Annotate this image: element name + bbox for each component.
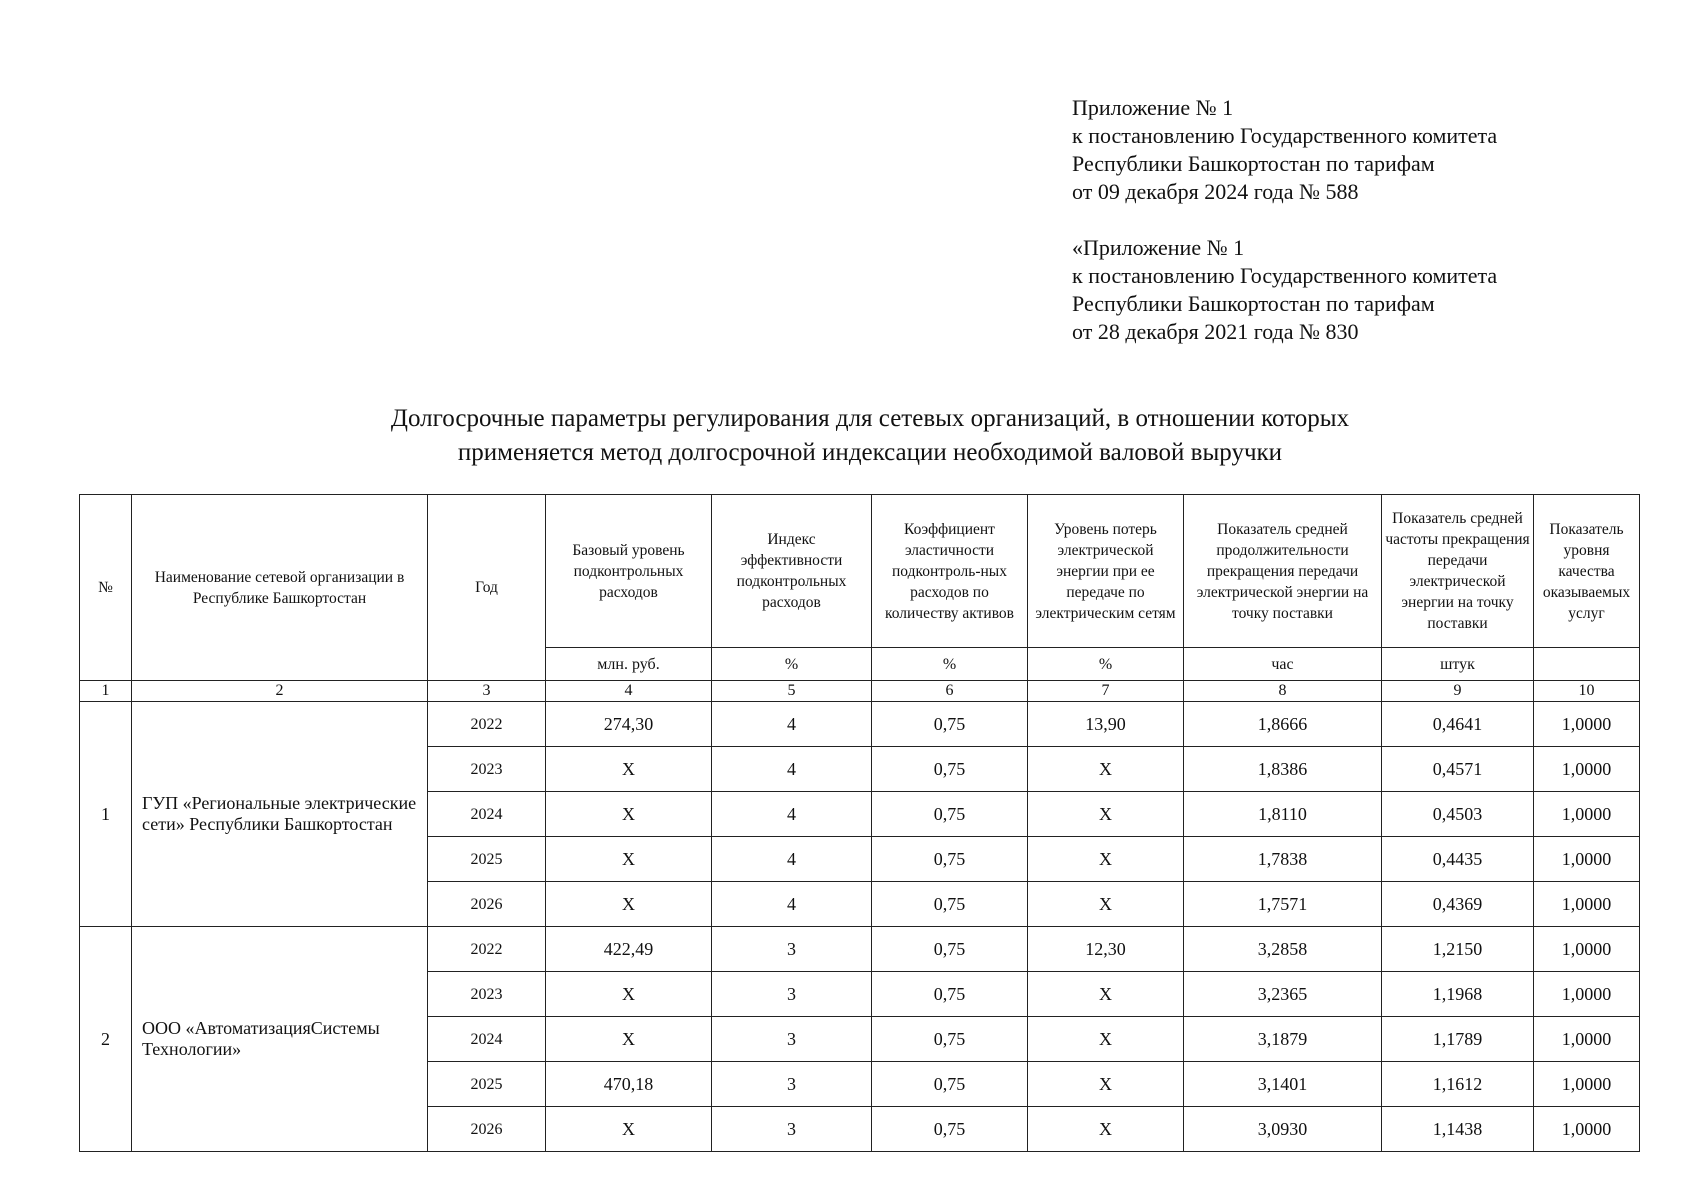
loss-cell: X: [1028, 792, 1184, 837]
dur-cell: 3,1401: [1184, 1062, 1382, 1107]
column-number: 2: [132, 681, 428, 702]
elast-cell: 0,75: [872, 1017, 1028, 1062]
annex-original-line: к постановлению Государственного комитета: [1072, 263, 1498, 288]
dur-cell: 1,7838: [1184, 837, 1382, 882]
loss-cell: X: [1028, 747, 1184, 792]
eff-cell: 3: [712, 1017, 872, 1062]
document-title: [160, 402, 1580, 470]
year-cell: 2022: [428, 927, 546, 972]
qual-cell: 1,0000: [1534, 1062, 1640, 1107]
elast-cell: 0,75: [872, 702, 1028, 747]
qual-cell: 1,0000: [1534, 1107, 1640, 1152]
annex-original-line: Республики Башкортостан по тарифам: [1072, 291, 1435, 316]
column-number: 1: [80, 681, 132, 702]
freq-cell: 1,1438: [1382, 1107, 1534, 1152]
header-dur: Показатель средней продолжительности прекращения передачи электрической энергии на точку поставки: [1184, 495, 1382, 648]
elast-cell: 0,75: [872, 882, 1028, 927]
freq-cell: 0,4571: [1382, 747, 1534, 792]
elast-cell: 0,75: [872, 1107, 1028, 1152]
elast-cell: 0,75: [872, 927, 1028, 972]
year-cell: 2023: [428, 972, 546, 1017]
header-row: [80, 495, 1640, 648]
freq-cell: 1,1968: [1382, 972, 1534, 1017]
header-org: Наименование сетевой организации в Республике Башкортостан: [132, 495, 428, 681]
column-number: 9: [1382, 681, 1534, 702]
table-row: [80, 927, 1640, 972]
qual-cell: 1,0000: [1534, 702, 1640, 747]
unit-loss: %: [1028, 648, 1184, 681]
eff-cell: 3: [712, 1062, 872, 1107]
column-number: 10: [1534, 681, 1640, 702]
qual-cell: 1,0000: [1534, 1017, 1640, 1062]
loss-cell: 12,30: [1028, 927, 1184, 972]
header-freq: Показатель средней частоты прекращения передачи электрической энергии на точку поставки: [1382, 495, 1534, 648]
unit-base: млн. руб.: [546, 648, 712, 681]
base-cell: X: [546, 882, 712, 927]
unit-freq: штук: [1382, 648, 1534, 681]
base-cell: X: [546, 747, 712, 792]
header-loss: Уровень потерь электрической энергии при ее передаче по электрическим сетям: [1028, 495, 1184, 648]
eff-cell: 4: [712, 702, 872, 747]
year-cell: 2026: [428, 882, 546, 927]
column-number: 6: [872, 681, 1028, 702]
header-eff: Индекс эффективности подконтрольных расходов: [712, 495, 872, 648]
eff-cell: 4: [712, 882, 872, 927]
year-cell: 2026: [428, 1107, 546, 1152]
freq-cell: 0,4641: [1382, 702, 1534, 747]
freq-cell: 1,1789: [1382, 1017, 1534, 1062]
year-cell: 2025: [428, 837, 546, 882]
year-cell: 2023: [428, 747, 546, 792]
org-number-cell: 1: [80, 702, 132, 927]
loss-cell: X: [1028, 1062, 1184, 1107]
title-line: применяется метод долгосрочной индексации необходимой валовой выручки: [457, 439, 1283, 466]
title-line: Долгосрочные параметры регулирования для сетевых организаций, в отношении которых: [390, 405, 1350, 432]
dur-cell: 1,8386: [1184, 747, 1382, 792]
base-cell: 470,18: [546, 1062, 712, 1107]
qual-cell: 1,0000: [1534, 747, 1640, 792]
qual-cell: 1,0000: [1534, 882, 1640, 927]
unit-elast: %: [872, 648, 1028, 681]
loss-cell: X: [1028, 1107, 1184, 1152]
org-name-cell: ООО «АвтоматизацияСистемы Технологии»: [132, 927, 428, 1152]
header-elast: Коэффициент эластичности подконтроль-ных расходов по количеству активов: [872, 495, 1028, 648]
eff-cell: 4: [712, 792, 872, 837]
base-cell: X: [546, 792, 712, 837]
elast-cell: 0,75: [872, 837, 1028, 882]
freq-cell: 0,4435: [1382, 837, 1534, 882]
annex-original-block: [1072, 234, 1497, 346]
header-year: Год: [428, 495, 546, 681]
qual-cell: 1,0000: [1534, 927, 1640, 972]
elast-cell: 0,75: [872, 1062, 1028, 1107]
loss-cell: X: [1028, 1017, 1184, 1062]
dur-cell: 3,2858: [1184, 927, 1382, 972]
unit-qual: [1534, 648, 1640, 681]
header-base: Базовый уровень подконтрольных расходов: [546, 495, 712, 648]
eff-cell: 4: [712, 837, 872, 882]
dur-cell: 3,1879: [1184, 1017, 1382, 1062]
qual-cell: 1,0000: [1534, 972, 1640, 1017]
column-number-row: [80, 681, 1640, 702]
annex-current-line: Приложение № 1: [1072, 95, 1234, 120]
base-cell: X: [546, 1107, 712, 1152]
elast-cell: 0,75: [872, 792, 1028, 837]
base-cell: X: [546, 1017, 712, 1062]
eff-cell: 3: [712, 972, 872, 1017]
year-cell: 2024: [428, 792, 546, 837]
dur-cell: 1,7571: [1184, 882, 1382, 927]
annex-current-line: к постановлению Государственного комитета: [1072, 123, 1498, 148]
column-number: 5: [712, 681, 872, 702]
header-no: №: [80, 495, 132, 681]
annex-current-line: Республики Башкортостан по тарифам: [1072, 151, 1435, 176]
parameters-table: [79, 494, 1640, 1152]
loss-cell: X: [1028, 882, 1184, 927]
elast-cell: 0,75: [872, 972, 1028, 1017]
annex-current-block: [1072, 94, 1497, 206]
elast-cell: 0,75: [872, 747, 1028, 792]
column-number: 4: [546, 681, 712, 702]
org-number-cell: 2: [80, 927, 132, 1152]
column-number: 8: [1184, 681, 1382, 702]
year-cell: 2024: [428, 1017, 546, 1062]
freq-cell: 0,4503: [1382, 792, 1534, 837]
loss-cell: 13,90: [1028, 702, 1184, 747]
year-cell: 2022: [428, 702, 546, 747]
base-cell: 274,30: [546, 702, 712, 747]
dur-cell: 3,0930: [1184, 1107, 1382, 1152]
table-row: [80, 702, 1640, 747]
dur-cell: 1,8666: [1184, 702, 1382, 747]
base-cell: X: [546, 972, 712, 1017]
dur-cell: 3,2365: [1184, 972, 1382, 1017]
qual-cell: 1,0000: [1534, 792, 1640, 837]
header-qual: Показатель уровня качества оказываемых услуг: [1534, 495, 1640, 648]
eff-cell: 4: [712, 747, 872, 792]
eff-cell: 3: [712, 927, 872, 972]
annex-original-line: от 28 декабря 2021 года № 830: [1072, 319, 1359, 344]
eff-cell: 3: [712, 1107, 872, 1152]
base-cell: 422,49: [546, 927, 712, 972]
base-cell: X: [546, 837, 712, 882]
column-number: 3: [428, 681, 546, 702]
annex-current-line: от 09 декабря 2024 года № 588: [1072, 179, 1359, 204]
dur-cell: 1,8110: [1184, 792, 1382, 837]
loss-cell: X: [1028, 972, 1184, 1017]
qual-cell: 1,0000: [1534, 837, 1640, 882]
column-number: 7: [1028, 681, 1184, 702]
year-cell: 2025: [428, 1062, 546, 1107]
unit-eff: %: [712, 648, 872, 681]
annex-original-line: «Приложение № 1: [1072, 235, 1245, 260]
unit-dur: час: [1184, 648, 1382, 681]
freq-cell: 1,2150: [1382, 927, 1534, 972]
loss-cell: X: [1028, 837, 1184, 882]
org-name-cell: ГУП «Региональные электрические сети» Республики Башкортостан: [132, 702, 428, 927]
freq-cell: 0,4369: [1382, 882, 1534, 927]
freq-cell: 1,1612: [1382, 1062, 1534, 1107]
